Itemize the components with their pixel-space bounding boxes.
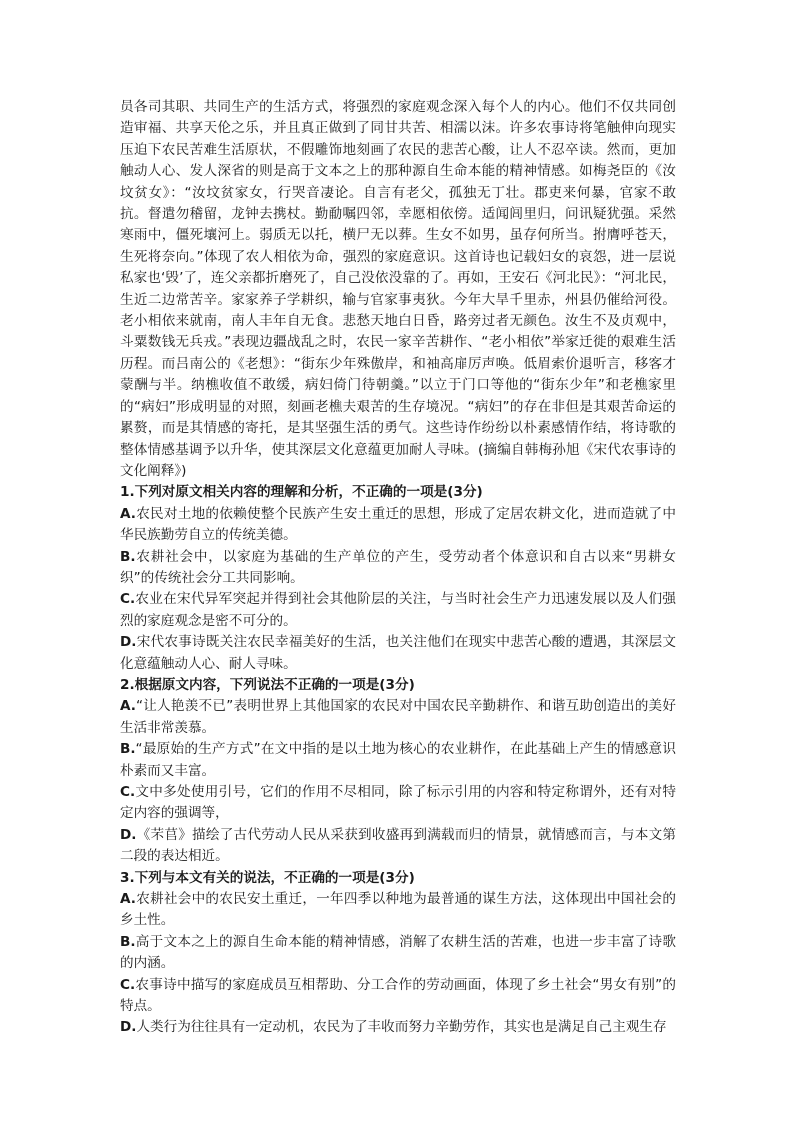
option-a — [120, 696, 676, 739]
option-text: 农事诗中描写的家庭成员互相帮助、分工合作的劳动画面，体现了乡土社会“男女有别”的特点。 — [120, 976, 676, 1015]
question-1 — [120, 482, 676, 675]
option-letter: A. — [120, 505, 136, 522]
option-letter: A. — [120, 891, 136, 908]
option-d — [120, 825, 676, 868]
question-3 — [120, 868, 676, 1039]
option-text: 人类行为往往具有一定动机，农民为了丰收而努力辛勤劳作，其实也是满足自己主观生存 — [136, 1019, 667, 1036]
passage-text: 员各司其职、共同生产的生活方式，将强烈的家庭观念深入每个人的内心。他们不仅共同创造审福、共享天伦之乐，并且真正做到了同甘共苦、相濡以沫。许多农事诗将笔触伸向现实压迫下农民苦难生活原状，不假雕饰地刻画了农民的悲苦心酸，让人不忍卒读。然而，更加触动人心、发人深省的则是高于文本之上的那种源自生命本能的精神情感。如梅尧臣的《汝坟贫女》：“汝坟贫家女，行哭音凄论。自言有老父，孤独无丁壮。郡吏来何暴，官家不敢抗。督遣勿稽留，龙钟去携杖。勤勈嘱四邻，幸愿相依傍。适闻闾里归，问讯疑犹强。采然寒雨中，僵死壤河上。弱质无以托，横尸无以葬。生女不如男，虽存何所当。拊膺呼苍天，生死将奈向。”体现了农人相依为命，强烈的家庭意识。这首诗也记载妇女的哀怨，进一层说私家也‘毁’了，连父亲都折磨死了，自己没依没靠的了。再如，王安石《河北民》：“河北民，生近二边常苦辛。家家养子学耕织，输与官家事夷狄。今年大旱千里赤，州县仍催给河役。老小相依来就南，南人丰年自无食。悲愁天地白日昏，路旁过者无颜色。汝生不及贞观中，斗粟数钱无兵戎。”表现边疆战乱之时，农民一家辛苦耕作、“老小相依”举家迁徙的艰难生活历程。而吕南公的《老想》：“街东少年殊傲岸，和袖高扉厉声唤。低眉索价退听言，移客才蒙酬与半。纳樵收值不敢缓，病妇倚门待朝羹。”以立于门口等他的“街东少年”和老樵家里的“病妇”形成明显的对照，刻画老樵夫艰苦的生存境况。“病妇”的存在非但是其艰苦命运的累赘，而是其情感的寄托，是其坚强生活的勇气。这些诗作纷纷以朴素感情作结，将诗歌的整体情感基调予以升华，使其深层文化意蕴更加耐人寻味。(摘编自韩梅孙旭《宋代农事诗的文化阐释》) — [120, 99, 676, 479]
option-text: 文中多处使用引号，它们的作用不尽相同，除了标示引用的内容和特定称谓外，还有对特定内容的强调等， — [120, 784, 676, 822]
option-b — [120, 547, 676, 590]
option-text: “让人艳羡不已”表明世界上其他国家的农民对中国农民辛勤耕作、和谐互助创造出的美好生活非常羡慕。 — [120, 698, 676, 736]
document-page — [120, 97, 676, 1039]
option-b — [120, 739, 676, 782]
option-letter: D. — [120, 634, 137, 651]
option-letter: B. — [120, 933, 136, 950]
option-letter: B. — [120, 548, 136, 565]
option-text: 农耕社会中，以家庭为基础的生产单位的产生，受劳动者个体意识和自古以来“男耕女织”的传统社会分工共同影响。 — [120, 548, 676, 586]
option-text: 高于文本之上的源自生命本能的精神情感，消解了农耕生活的苦难，也进一步丰富了诗歌的内涵。 — [120, 933, 676, 972]
question-2 — [120, 675, 676, 868]
option-d — [120, 632, 676, 675]
option-text: 宋代农事诗既关注农民幸福美好的生活，也关注他们在现实中悲苦心酸的遭遇，其深层文化意蕴触动人心、耐人寻味。 — [120, 634, 676, 672]
option-letter: C. — [120, 591, 136, 608]
option-letter: D. — [120, 1019, 137, 1036]
question-stem: 2.根据原文内容，下列说法不正确的一项是(3分) — [120, 676, 415, 693]
option-c — [120, 782, 676, 825]
option-letter: D. — [120, 826, 137, 843]
option-text: 农耕社会中的农民安土重迁，一年四季以种地为最普通的谋生方法，这体现出中国社会的乡土性。 — [120, 891, 676, 929]
option-letter: A. — [120, 698, 136, 715]
option-d — [120, 1017, 676, 1038]
option-text: 农民对土地的依赖使整个民族产生安土重迁的思想，形成了定居农耕文化，进而造就了中华民族勤劳自立的传统美德。 — [120, 505, 676, 544]
option-c — [120, 975, 676, 1018]
option-c — [120, 589, 676, 632]
option-a — [120, 889, 676, 932]
option-letter: C. — [120, 976, 136, 993]
option-text: “最原始的生产方式”在文中指的是以土地为核心的农业耕作，在此基础上产生的情感意识朴素而又丰富。 — [120, 741, 676, 779]
option-b — [120, 932, 676, 975]
option-text: 农业在宋代异军突起并得到社会其他阶层的关注，与当时社会生产力迅速发展以及人们强烈的家庭观念是密不可分的。 — [120, 591, 676, 629]
option-letter: B. — [120, 741, 136, 758]
question-stem: 3.下列与本文有关的说法，不正确的一项是(3分) — [120, 869, 415, 886]
question-stem: 1.下列对原文相关内容的理解和分析，不正确的一项是(3分) — [120, 484, 483, 501]
option-text: 《芣苢》描绘了古代劳动人民从采获到收盛再到满载而归的情景，就情感而言，与本文第二段的表达相近。 — [120, 826, 676, 865]
option-letter: C. — [120, 784, 136, 800]
option-a — [120, 504, 676, 547]
